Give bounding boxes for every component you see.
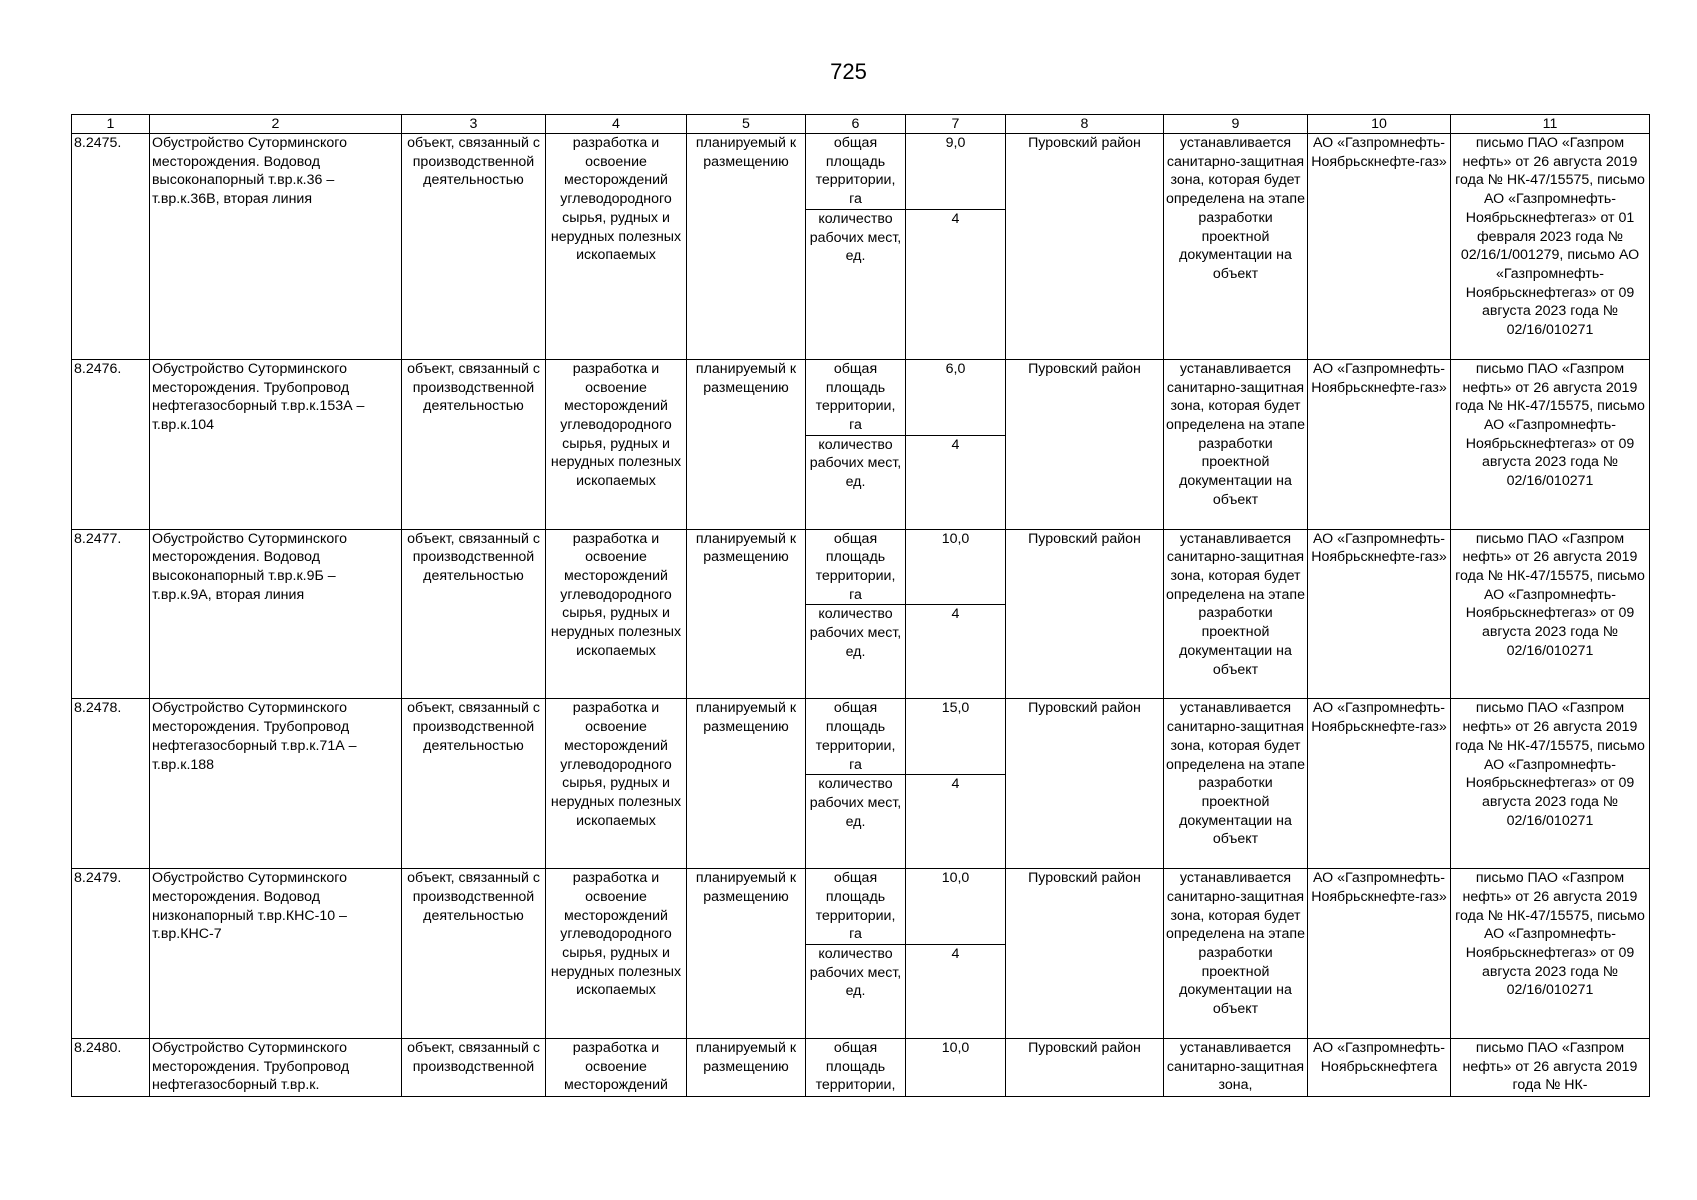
param-jobs-value: 4 xyxy=(906,945,1006,1039)
param-jobs-value: 4 xyxy=(906,435,1006,529)
table-row xyxy=(72,359,1650,435)
object-name: Обустройство Суторминского месторождения. Водовод низконапорный т.вр.КНС-10 – т.вр.КНС-7 xyxy=(150,869,402,1039)
param-area-value: 6,0 xyxy=(906,359,1006,435)
row-number: 8.2479. xyxy=(72,869,150,1039)
basis-document: письмо ПАО «Газпром нефть» от 26 августа 2019 года № НК-47/15575, письмо АО «Газпромнефть-Ноябрьскнефтегаз» от 09 августа 2023 года № 02/16/010271 xyxy=(1451,359,1650,529)
param-jobs-value: 4 xyxy=(906,209,1006,359)
protection-zone: устанавливается санитарно-защитная зона, которая будет определена на этапе разработки проектной документации на объект xyxy=(1164,529,1308,699)
object-purpose: разработка и освоение месторождений xyxy=(546,1039,687,1097)
param-area-label: общая площадь территории, га xyxy=(806,869,906,945)
basis-document: письмо ПАО «Газпром нефть» от 26 августа 2019 года № НК-47/15575, письмо АО «Газпромнефть-Ноябрьскнефтегаз» от 09 августа 2023 года № 02/16/010271 xyxy=(1451,529,1650,699)
param-area-label: общая площадь территории, га xyxy=(806,529,906,605)
param-area-label: общая площадь территории, га xyxy=(806,134,906,210)
location: Пуровский район xyxy=(1006,529,1164,699)
param-jobs-label: количество рабочих мест, ед. xyxy=(806,209,906,359)
param-area-label: общая площадь территории, га xyxy=(806,359,906,435)
location: Пуровский район xyxy=(1006,134,1164,360)
basis-document: письмо ПАО «Газпром нефть» от 26 августа 2019 года № НК- xyxy=(1451,1039,1650,1097)
organization: АО «Газпромнефть-Ноябрьскнефте-газ» xyxy=(1308,529,1451,699)
object-purpose: разработка и освоение месторождений углеводородного сырья, рудных и нерудных полезных ископаемых xyxy=(546,359,687,529)
param-area-label: общая площадь территории, га xyxy=(806,699,906,775)
organization: АО «Газпромнефть-Ноябрьскнефте-газ» xyxy=(1308,699,1451,869)
basis-document: письмо ПАО «Газпром нефть» от 26 августа 2019 года № НК-47/15575, письмо АО «Газпромнефть-Ноябрьскнефтегаз» от 01 февраля 2023 года № 02/16/1/001279, письмо АО «Газпромнефть-Ноябрьскнефтегаз» от 09 августа 2023 года № 02/16/010271 xyxy=(1451,134,1650,360)
protection-zone: устанавливается санитарно-защитная зона, которая будет определена на этапе разработки проектной документации на объект xyxy=(1164,134,1308,360)
object-type: объект, связанный с производственной деятельностью xyxy=(402,869,546,1039)
row-number: 8.2480. xyxy=(72,1039,150,1097)
table-row xyxy=(72,134,1650,210)
object-status: планируемый к размещению xyxy=(687,134,806,360)
object-purpose: разработка и освоение месторождений углеводородного сырья, рудных и нерудных полезных ископаемых xyxy=(546,699,687,869)
object-purpose: разработка и освоение месторождений углеводородного сырья, рудных и нерудных полезных ископаемых xyxy=(546,529,687,699)
location: Пуровский район xyxy=(1006,359,1164,529)
organization: АО «Газпромнефть-Ноябрьскнефте-газ» xyxy=(1308,359,1451,529)
param-area-value: 10,0 xyxy=(906,529,1006,605)
object-type: объект, связанный с производственной xyxy=(402,1039,546,1097)
param-jobs-label: количество рабочих мест, ед. xyxy=(806,605,906,699)
table-row xyxy=(72,699,1650,775)
object-status: планируемый к размещению xyxy=(687,869,806,1039)
column-header: 1 xyxy=(72,115,150,134)
object-purpose: разработка и освоение месторождений углеводородного сырья, рудных и нерудных полезных ископаемых xyxy=(546,869,687,1039)
protection-zone: устанавливается санитарно-защитная зона, xyxy=(1164,1039,1308,1097)
column-header: 4 xyxy=(546,115,687,134)
object-name: Обустройство Суторминского месторождения. Трубопровод нефтегазосборный т.вр.к. xyxy=(150,1039,402,1097)
table-row xyxy=(72,869,1650,945)
param-jobs-value: 4 xyxy=(906,605,1006,699)
object-type: объект, связанный с производственной деятельностью xyxy=(402,134,546,360)
table-row xyxy=(72,1039,1650,1097)
basis-document: письмо ПАО «Газпром нефть» от 26 августа 2019 года № НК-47/15575, письмо АО «Газпромнефть-Ноябрьскнефтегаз» от 09 августа 2023 года № 02/16/010271 xyxy=(1451,699,1650,869)
object-type: объект, связанный с производственной деятельностью xyxy=(402,359,546,529)
row-number: 8.2477. xyxy=(72,529,150,699)
location: Пуровский район xyxy=(1006,1039,1164,1097)
page-number: 725 xyxy=(830,59,867,84)
param-area-value: 10,0 xyxy=(906,1039,1006,1097)
location: Пуровский район xyxy=(1006,869,1164,1039)
table-row xyxy=(72,529,1650,605)
object-status: планируемый к размещению xyxy=(687,359,806,529)
object-name: Обустройство Суторминского месторождения. Водовод высоконапорный т.вр.к.9Б – т.вр.к.9А, вторая линия xyxy=(150,529,402,699)
organization: АО «Газпромнефть-Ноябрьскнефте-газ» xyxy=(1308,134,1451,360)
column-header: 2 xyxy=(150,115,402,134)
column-header: 11 xyxy=(1451,115,1650,134)
object-name: Обустройство Суторминского месторождения. Трубопровод нефтегазосборный т.вр.к.71А – т.вр.к.188 xyxy=(150,699,402,869)
organization: АО «Газпромнефть-Ноябрьскнефтега xyxy=(1308,1039,1451,1097)
object-type: объект, связанный с производственной деятельностью xyxy=(402,529,546,699)
row-number: 8.2478. xyxy=(72,699,150,869)
object-purpose: разработка и освоение месторождений углеводородного сырья, рудных и нерудных полезных ископаемых xyxy=(546,134,687,360)
basis-document: письмо ПАО «Газпром нефть» от 26 августа 2019 года № НК-47/15575, письмо АО «Газпромнефть-Ноябрьскнефтегаз» от 09 августа 2023 года № 02/16/010271 xyxy=(1451,869,1650,1039)
column-header: 8 xyxy=(1006,115,1164,134)
object-name: Обустройство Суторминского месторождения. Водовод высоконапорный т.вр.к.36 – т.вр.к.36В, вторая линия xyxy=(150,134,402,360)
register-table xyxy=(71,114,1650,1097)
column-number-header-row xyxy=(72,115,1650,134)
param-area-value: 15,0 xyxy=(906,699,1006,775)
param-area-label: общая площадь территории, xyxy=(806,1039,906,1097)
protection-zone: устанавливается санитарно-защитная зона, которая будет определена на этапе разработки проектной документации на объект xyxy=(1164,359,1308,529)
param-jobs-label: количество рабочих мест, ед. xyxy=(806,945,906,1039)
param-area-value: 9,0 xyxy=(906,134,1006,210)
row-number: 8.2476. xyxy=(72,359,150,529)
column-header: 3 xyxy=(402,115,546,134)
column-header: 7 xyxy=(906,115,1006,134)
protection-zone: устанавливается санитарно-защитная зона, которая будет определена на этапе разработки проектной документации на объект xyxy=(1164,699,1308,869)
object-type: объект, связанный с производственной деятельностью xyxy=(402,699,546,869)
param-area-value: 10,0 xyxy=(906,869,1006,945)
row-number: 8.2475. xyxy=(72,134,150,360)
object-status: планируемый к размещению xyxy=(687,529,806,699)
organization: АО «Газпромнефть-Ноябрьскнефте-газ» xyxy=(1308,869,1451,1039)
column-header: 10 xyxy=(1308,115,1451,134)
param-jobs-value: 4 xyxy=(906,775,1006,869)
param-jobs-label: количество рабочих мест, ед. xyxy=(806,775,906,869)
location: Пуровский район xyxy=(1006,699,1164,869)
object-status: планируемый к размещению xyxy=(687,1039,806,1097)
param-jobs-label: количество рабочих мест, ед. xyxy=(806,435,906,529)
object-status: планируемый к размещению xyxy=(687,699,806,869)
protection-zone: устанавливается санитарно-защитная зона, которая будет определена на этапе разработки проектной документации на объект xyxy=(1164,869,1308,1039)
column-header: 5 xyxy=(687,115,806,134)
column-header: 6 xyxy=(806,115,906,134)
object-name: Обустройство Суторминского месторождения. Трубопровод нефтегазосборный т.вр.к.153А – т.вр.к.104 xyxy=(150,359,402,529)
column-header: 9 xyxy=(1164,115,1308,134)
